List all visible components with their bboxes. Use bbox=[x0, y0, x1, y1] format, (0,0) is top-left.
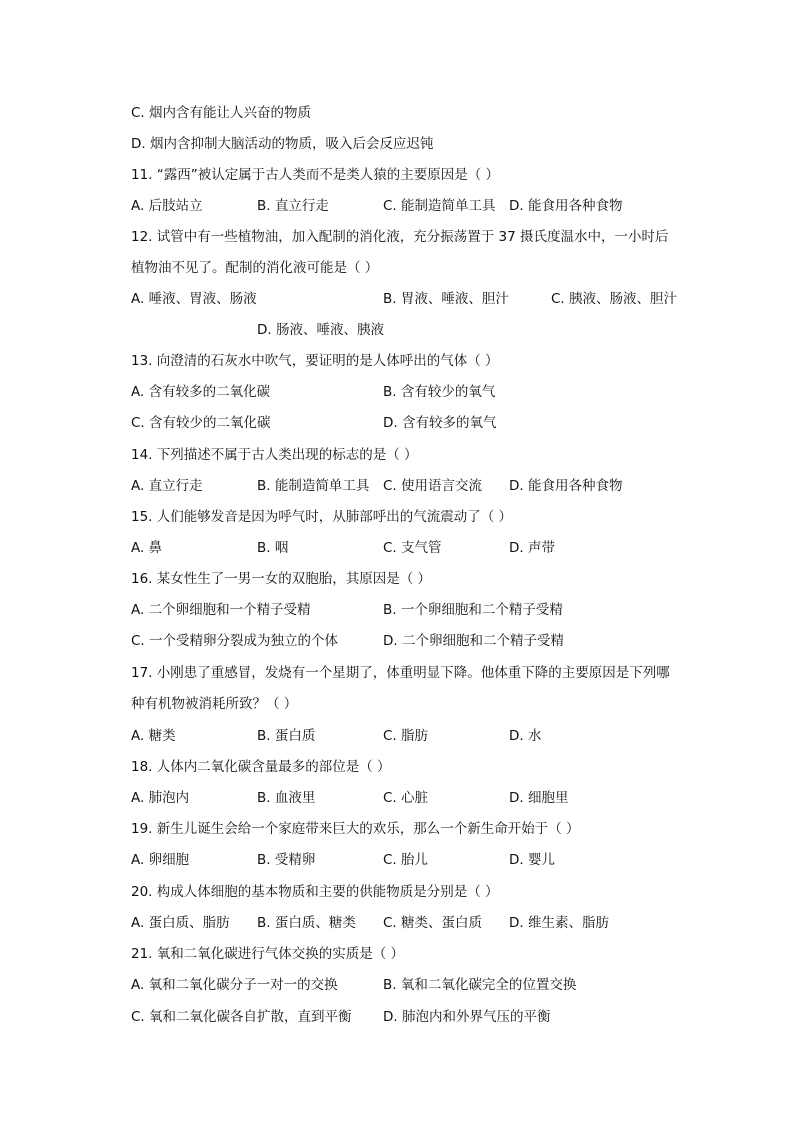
q13-option-b: B. 含有较少的氧气 bbox=[383, 384, 496, 400]
q14-option-c: C. 使用语言交流 bbox=[383, 478, 483, 494]
question-18: 18. 人体内二氧化碳含量最多的部位是（ ） bbox=[131, 759, 391, 775]
q16-option-c: C. 一个受精卵分裂成为独立的个体 bbox=[131, 633, 339, 649]
question-12-line2: 植物油不见了。配制的消化液可能是（ ） bbox=[131, 260, 379, 276]
question-14: 14. 下列描述不属于古人类出现的标志的是（ ） bbox=[131, 447, 418, 463]
q12-option-c: C. 胰液、肠液、胆汁 bbox=[551, 291, 678, 307]
q19-option-c: C. 胎儿 bbox=[383, 852, 429, 868]
q13-option-c: C. 含有较少的二氧化碳 bbox=[131, 415, 271, 431]
q15-option-b: B. 咽 bbox=[257, 540, 289, 556]
q17-option-d: D. 水 bbox=[509, 728, 542, 744]
question-13: 13. 向澄清的石灰水中吹气，要证明的是人体呼出的气体（ ） bbox=[131, 353, 499, 369]
q20-option-a: A. 蛋白质、脂肪 bbox=[131, 915, 230, 931]
q17-option-c: C. 脂肪 bbox=[383, 728, 429, 744]
q16-option-a: A. 二个卵细胞和一个精子受精 bbox=[131, 602, 311, 618]
q10-option-d: D. 烟内含抑制大脑活动的物质，吸入后会反应迟钝 bbox=[131, 136, 434, 152]
q20-option-d: D. 维生素、脂肪 bbox=[509, 915, 609, 931]
q13-option-a: A. 含有较多的二氧化碳 bbox=[131, 384, 271, 400]
question-20: 20. 构成人体细胞的基本物质和主要的供能物质是分别是（ ） bbox=[131, 884, 499, 900]
question-19: 19. 新生儿诞生会给一个家庭带来巨大的欢乐，那么一个新生命开始于（ ） bbox=[131, 821, 580, 837]
q18-option-d: D. 细胞里 bbox=[509, 790, 569, 806]
q19-option-b: B. 受精卵 bbox=[257, 852, 316, 868]
q17-option-b: B. 蛋白质 bbox=[257, 728, 316, 744]
q11-option-c: C. 能制造简单工具 bbox=[383, 198, 496, 214]
q15-option-a: A. 鼻 bbox=[131, 540, 163, 556]
question-21: 21. 氧和二氧化碳进行气体交换的实质是（ ） bbox=[131, 946, 405, 962]
q11-option-b: B. 直立行走 bbox=[257, 198, 329, 214]
q11-option-a: A. 后肢站立 bbox=[131, 198, 203, 214]
question-16: 16. 某女性生了一男一女的双胞胎，其原因是（ ） bbox=[131, 571, 432, 587]
q14-option-b: B. 能制造简单工具 bbox=[257, 478, 370, 494]
q18-option-a: A. 肺泡内 bbox=[131, 790, 190, 806]
q14-option-a: A. 直立行走 bbox=[131, 478, 203, 494]
q12-option-a: A. 唾液、胃液、肠液 bbox=[131, 291, 257, 307]
question-17-line1: 17. 小刚患了重感冒，发烧有一个星期了，体重明显下降。他体重下降的主要原因是下列哪 bbox=[131, 665, 670, 681]
q13-option-d: D. 含有较多的氧气 bbox=[383, 415, 497, 431]
question-12-line1: 12. 试管中有一些植物油，加入配制的消化液，充分振荡置于 37 摄氏度温水中，一小时后 bbox=[131, 229, 669, 245]
q18-option-b: B. 血液里 bbox=[257, 790, 316, 806]
q16-option-b: B. 一个卵细胞和二个精子受精 bbox=[383, 602, 563, 618]
q21-option-d: D. 肺泡内和外界气压的平衡 bbox=[383, 1009, 551, 1025]
q16-option-d: D. 二个卵细胞和二个精子受精 bbox=[383, 633, 564, 649]
q21-option-a: A. 氧和二氧化碳分子一对一的交换 bbox=[131, 977, 338, 993]
q12-option-b: B. 胃液、唾液、胆汁 bbox=[383, 291, 509, 307]
q15-option-c: C. 支气管 bbox=[383, 540, 442, 556]
question-15: 15. 人们能够发音是因为呼气时，从肺部呼出的气流震动了（ ） bbox=[131, 509, 513, 525]
q20-option-b: B. 蛋白质、糖类 bbox=[257, 915, 356, 931]
q17-option-a: A. 糖类 bbox=[131, 728, 176, 744]
question-17-line2: 种有机物被消耗所致？（ ） bbox=[131, 696, 298, 712]
q11-option-d: D. 能食用各种食物 bbox=[509, 198, 623, 214]
q14-option-d: D. 能食用各种食物 bbox=[509, 478, 623, 494]
q21-option-c: C. 氧和二氧化碳各自扩散，直到平衡 bbox=[131, 1009, 352, 1025]
q12-option-d: D. 肠液、唾液、胰液 bbox=[257, 322, 384, 338]
q10-option-c: C. 烟内含有能让人兴奋的物质 bbox=[131, 105, 312, 121]
q19-option-d: D. 婴儿 bbox=[509, 852, 555, 868]
q15-option-d: D. 声带 bbox=[509, 540, 555, 556]
question-11: 11. “露西”被认定属于古人类而不是类人猿的主要原因是（ ） bbox=[131, 167, 500, 183]
q18-option-c: C. 心脏 bbox=[383, 790, 429, 806]
q21-option-b: B. 氧和二氧化碳完全的位置交换 bbox=[383, 977, 577, 993]
q20-option-c: C. 糖类、蛋白质 bbox=[383, 915, 483, 931]
q19-option-a: A. 卵细胞 bbox=[131, 852, 190, 868]
